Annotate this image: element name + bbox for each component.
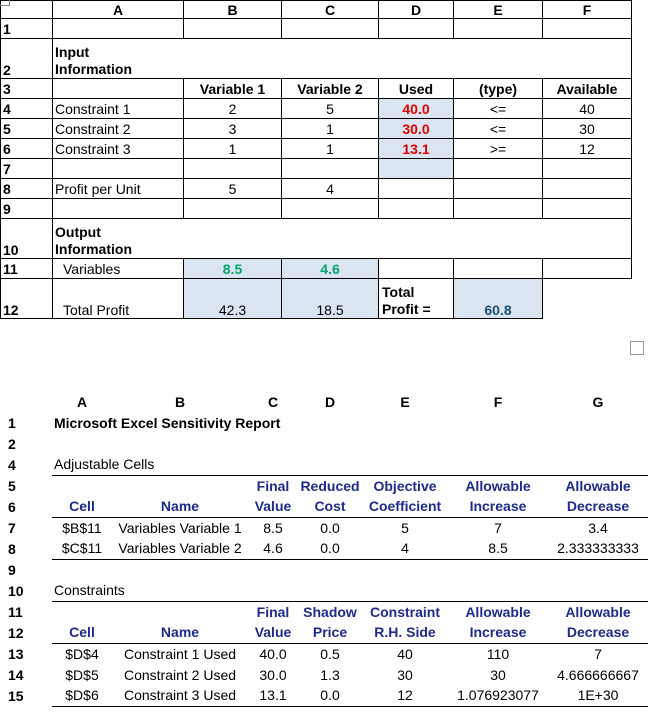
available-value[interactable]: 12	[543, 139, 632, 159]
header-final: Final	[248, 601, 298, 622]
report-row-number: 4	[8, 456, 16, 473]
header-cell: Cell	[52, 622, 112, 643]
con-cell-ref: $D$4	[65, 645, 99, 662]
header-value: Value	[248, 496, 298, 517]
report-row-number: 13	[8, 645, 24, 662]
report-row	[0, 496, 648, 517]
input-output-worksheet	[0, 0, 632, 319]
con-cell-ref: $D$5	[65, 666, 99, 683]
cell[interactable]	[53, 159, 184, 179]
corner-marker	[0, 0, 10, 6]
output-information-heading[interactable]: Output Information	[53, 219, 632, 259]
row-header[interactable]: 4	[1, 99, 53, 119]
cell[interactable]	[282, 159, 379, 179]
adj-inc: 7	[494, 519, 502, 536]
con-final: 30.0	[259, 666, 287, 683]
cell[interactable]	[543, 199, 632, 219]
used-value[interactable]: 40.0	[379, 99, 454, 119]
report-row-number: 9	[8, 561, 16, 578]
column-header-d[interactable]: D	[379, 1, 454, 19]
header-decrease: Decrease	[548, 622, 648, 643]
constraint-type[interactable]: >=	[454, 139, 543, 159]
report-row	[0, 412, 648, 433]
constraint-row	[1, 139, 632, 159]
total-profit-row	[1, 279, 632, 319]
con-dec: 4.666666667	[557, 666, 639, 683]
adjustable-cell-row	[0, 538, 648, 559]
cell[interactable]	[543, 179, 632, 199]
report-row	[0, 475, 648, 496]
cell[interactable]	[184, 159, 282, 179]
sheet-row	[1, 199, 632, 219]
report-row-number: 8	[8, 540, 16, 557]
con-cell-ref: $D$6	[52, 685, 112, 706]
constraint-type[interactable]: <=	[454, 119, 543, 139]
header-increase: Increase	[448, 622, 548, 643]
adjustable-cell-row	[0, 517, 648, 538]
row-header[interactable]: 9	[1, 199, 53, 219]
variables-row	[1, 259, 632, 279]
row-header[interactable]: 1	[1, 19, 53, 39]
cell[interactable]	[184, 199, 282, 219]
sheet-row	[1, 219, 632, 259]
cell[interactable]	[53, 199, 184, 219]
adj-coef: 5	[401, 519, 409, 536]
used-value[interactable]: 30.0	[379, 119, 454, 139]
report-row-number: 14	[8, 666, 24, 683]
used-value[interactable]: 13.1	[379, 139, 454, 159]
con-rhs: 12	[362, 685, 448, 706]
column-header-c[interactable]: C	[282, 1, 379, 19]
cell[interactable]	[454, 259, 543, 279]
header-variable-2[interactable]: Variable 2	[282, 79, 379, 99]
report-row-number: 12	[8, 624, 24, 641]
adj-coef: 4	[362, 538, 448, 559]
report-column-f: F	[493, 394, 503, 410]
coef-v2[interactable]: 5	[282, 99, 379, 119]
adj-reduced: 0.0	[320, 519, 340, 536]
cell[interactable]	[543, 259, 632, 279]
coef-v2[interactable]: 1	[282, 119, 379, 139]
report-row-number: 11	[8, 603, 23, 620]
cell[interactable]	[379, 259, 454, 279]
header-decrease: Decrease	[548, 496, 648, 517]
coef-v1[interactable]: 2	[184, 99, 282, 119]
cell[interactable]	[543, 159, 632, 179]
header-allowable-dec: Allowable	[548, 601, 648, 622]
con-name: Constraint 2 Used	[123, 666, 237, 683]
con-name: Constraint 3 Used	[112, 685, 248, 706]
worksheet-grid	[0, 0, 632, 319]
row-header[interactable]: 8	[1, 179, 53, 199]
adj-name: Variables Variable 2	[112, 538, 248, 559]
cell	[543, 279, 632, 319]
con-inc: 30	[490, 666, 506, 683]
report-column-e: E	[400, 394, 410, 410]
cell[interactable]	[379, 179, 454, 199]
cell[interactable]	[379, 199, 454, 219]
header-type[interactable]: (type)	[454, 79, 543, 99]
header-objective: Objective	[362, 475, 448, 496]
report-column-b: B	[174, 394, 186, 410]
sensitivity-report	[0, 392, 658, 707]
sheet-row	[1, 39, 632, 79]
adj-cell-ref: $B$11	[62, 519, 102, 536]
sheet-row	[1, 19, 632, 39]
header-allowable-inc: Allowable	[448, 601, 548, 622]
column-header-row	[1, 1, 632, 19]
row-header[interactable]: 11	[1, 259, 53, 279]
constraints-label: Constraints	[54, 582, 125, 599]
cell[interactable]	[53, 19, 184, 39]
total-profit-v2[interactable]: 18.5	[282, 279, 379, 319]
report-row-number: 7	[8, 519, 16, 536]
profit-v2[interactable]: 4	[282, 179, 379, 199]
header-allowable-inc: Allowable	[448, 475, 548, 496]
header-variable-1[interactable]: Variable 1	[184, 79, 282, 99]
adj-final: 4.6	[248, 538, 298, 559]
report-grid	[0, 392, 648, 707]
header-price: Price	[298, 622, 362, 643]
available-value[interactable]: 30	[543, 119, 632, 139]
report-column-c: C	[267, 394, 279, 410]
constraint-report-row	[0, 643, 648, 664]
report-row	[0, 559, 648, 580]
constraint-type[interactable]: <=	[454, 99, 543, 119]
cell[interactable]	[53, 79, 184, 99]
total-profit-value[interactable]: 60.8	[454, 279, 543, 319]
header-reduced: Reduced	[298, 475, 362, 496]
constraint-report-row	[0, 664, 648, 685]
input-information-heading[interactable]: Input Information	[53, 39, 632, 79]
report-row-number: 5	[8, 477, 16, 494]
header-allowable-dec: Allowable	[548, 475, 648, 496]
con-rhs: 30	[397, 666, 413, 683]
con-dec: 1E+30	[548, 685, 648, 706]
row-header[interactable]: 5	[1, 119, 53, 139]
row-header[interactable]: 10	[1, 219, 53, 259]
adj-dec: 2.333333333	[548, 538, 648, 559]
constraint-row	[1, 119, 632, 139]
header-name: Name	[112, 496, 248, 517]
available-value[interactable]: 40	[543, 99, 632, 119]
cell[interactable]	[454, 179, 543, 199]
row-header[interactable]: 6	[1, 139, 53, 159]
header-name: Name	[112, 622, 248, 643]
row-header[interactable]: 2	[1, 39, 53, 79]
con-final: 40.0	[259, 645, 287, 662]
cell[interactable]	[379, 159, 454, 179]
report-row-number: 6	[8, 498, 16, 515]
adj-dec: 3.4	[588, 519, 608, 536]
constraint-row	[1, 99, 632, 119]
variables-label[interactable]: Variables	[53, 259, 184, 279]
con-inc: 110	[486, 645, 510, 662]
report-row	[0, 601, 648, 622]
cell[interactable]	[184, 19, 282, 39]
adjustable-cells-label: Adjustable Cells	[54, 456, 155, 473]
profit-v1[interactable]: 5	[184, 179, 282, 199]
con-name: Constraint 1 Used	[123, 645, 237, 662]
header-shadow: Shadow	[298, 601, 362, 622]
row-header[interactable]: 3	[1, 79, 53, 99]
cell[interactable]	[379, 19, 454, 39]
report-row	[0, 454, 648, 475]
column-header-f[interactable]: F	[543, 1, 632, 19]
header-used[interactable]: Used	[379, 79, 454, 99]
constraint-report-row	[0, 685, 648, 706]
report-row-number: 1	[8, 414, 16, 431]
report-title: Microsoft Excel Sensitivity Report	[54, 414, 281, 431]
constraint-name[interactable]: Constraint 3	[53, 139, 184, 159]
cell[interactable]	[454, 159, 543, 179]
report-row-number: 15	[8, 687, 24, 704]
con-shadow: 0.5	[320, 645, 340, 662]
profit-per-unit-row	[1, 179, 632, 199]
cell[interactable]	[454, 199, 543, 219]
cell[interactable]	[282, 19, 379, 39]
header-coefficient: Coefficient	[362, 496, 448, 517]
header-available[interactable]: Available	[543, 79, 632, 99]
con-final: 13.1	[248, 685, 298, 706]
header-cell: Cell	[52, 496, 112, 517]
con-rhs: 40	[397, 645, 413, 662]
row-header[interactable]: 12	[1, 279, 53, 319]
header-final: Final	[248, 475, 298, 496]
report-column-a: A	[76, 394, 88, 410]
resize-handle[interactable]	[630, 341, 644, 355]
report-corner	[0, 392, 52, 412]
variable-1-value[interactable]: 8.5	[184, 259, 282, 279]
adj-inc: 8.5	[448, 538, 548, 559]
coef-v1[interactable]: 1	[184, 139, 282, 159]
adj-name: Variables Variable 1	[118, 519, 242, 536]
total-profit-equals-label[interactable]: Total Profit =	[379, 279, 454, 319]
total-profit-v1[interactable]: 42.3	[184, 279, 282, 319]
header-increase: Increase	[448, 496, 548, 517]
cell[interactable]	[454, 19, 543, 39]
header-constraint: Constraint	[362, 601, 448, 622]
adj-cell-ref: $C$11	[52, 538, 112, 559]
report-row-number: 2	[8, 435, 16, 452]
con-dec: 7	[594, 645, 602, 662]
header-rh-side: R.H. Side	[362, 622, 448, 643]
sheet-row	[1, 159, 632, 179]
coef-v1[interactable]: 3	[184, 119, 282, 139]
sheet-row	[1, 79, 632, 99]
cell[interactable]	[282, 199, 379, 219]
report-column-g: G	[592, 394, 604, 410]
profit-per-unit-label[interactable]: Profit per Unit	[53, 179, 184, 199]
report-row	[0, 580, 648, 601]
adj-final: 8.5	[263, 519, 283, 536]
cell[interactable]	[543, 19, 632, 39]
row-header[interactable]: 7	[1, 159, 53, 179]
constraint-name[interactable]: Constraint 1	[53, 99, 184, 119]
header-cost: Cost	[298, 496, 362, 517]
coef-v2[interactable]: 1	[282, 139, 379, 159]
report-column-header-row	[0, 392, 648, 412]
header-value: Value	[248, 622, 298, 643]
adj-reduced: 0.0	[298, 538, 362, 559]
column-header-b[interactable]: B	[184, 1, 282, 19]
con-shadow: 0.0	[298, 685, 362, 706]
report-row	[0, 622, 648, 643]
report-column-d: D	[324, 394, 336, 410]
variable-2-value[interactable]: 4.6	[282, 259, 379, 279]
report-row	[0, 433, 648, 454]
con-inc: 1.076923077	[448, 685, 548, 706]
report-row-number: 10	[8, 582, 24, 599]
con-shadow: 1.3	[320, 666, 340, 683]
column-header-a[interactable]: A	[53, 1, 184, 19]
constraint-name[interactable]: Constraint 2	[53, 119, 184, 139]
column-header-e[interactable]: E	[454, 1, 543, 19]
total-profit-label[interactable]: Total Profit	[53, 279, 184, 319]
